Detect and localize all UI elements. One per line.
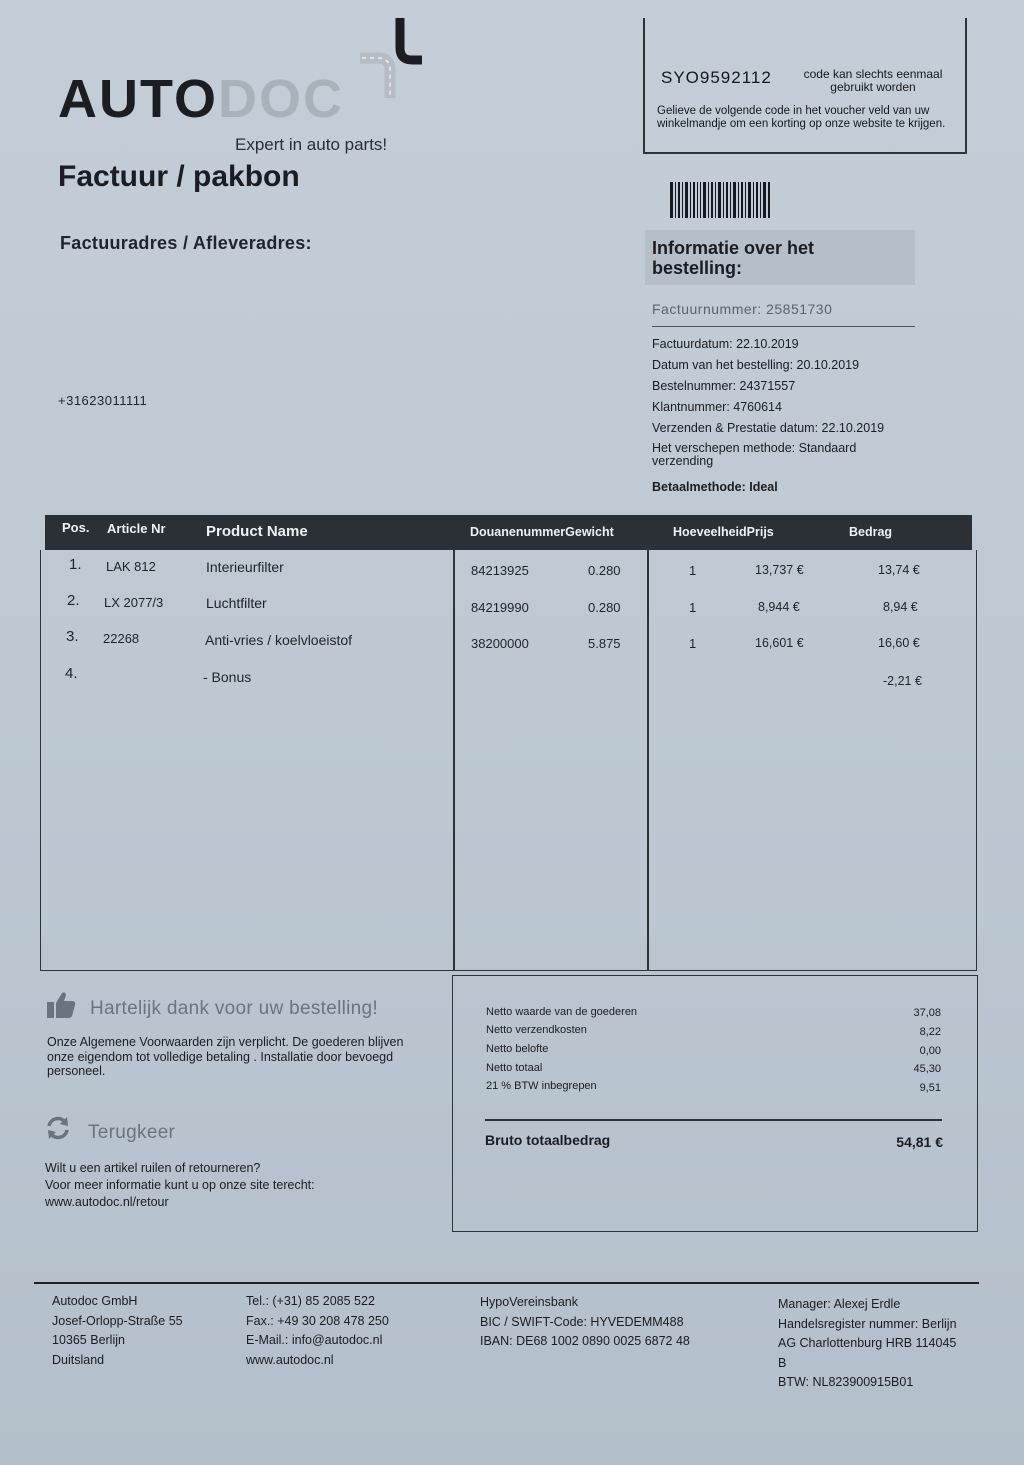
row-customs: 84213925: [471, 563, 529, 578]
divider: [485, 1119, 942, 1121]
total-label: Netto waarde van de goederen: [486, 1006, 638, 1018]
invoice-number: Factuurnummer: 25851730: [652, 301, 833, 317]
footer-line: AG Charlottenburg HRB 114045: [778, 1336, 957, 1350]
footer-line: Handelsregister nummer: Berlijn: [778, 1316, 957, 1331]
table-header: [45, 515, 972, 550]
row-product: Anti-vries / koelvloeistof: [205, 632, 353, 648]
total-label: Netto verzendkosten: [486, 1024, 587, 1036]
row-product: Luchtfilter: [206, 595, 267, 611]
footer-company: [52, 1292, 183, 1370]
header-article: Article Nr: [107, 521, 166, 536]
total-value: 0,00: [919, 1045, 941, 1057]
autodoc-logo: [58, 68, 344, 130]
address-heading: Factuuradres / Afleveradres:: [60, 233, 312, 253]
row-amount: 8,94 €: [883, 600, 918, 614]
items-table: [40, 550, 977, 971]
payment-method: Betaalmethode: Ideal: [652, 480, 778, 494]
voucher-description: Gelieve de volgende code in het voucher veld van uw winkelmandje om een korting op onze website te krijgen.: [657, 105, 946, 130]
gross-total-label: Bruto totaalbedrag: [485, 1132, 611, 1148]
row-article: 22268: [103, 631, 140, 646]
totals-box: [452, 975, 978, 1232]
footer-line: Josef-Orlopp-Straße 55: [52, 1313, 183, 1328]
thumbs-up-icon: [45, 990, 77, 1020]
total-value: 45,30: [913, 1063, 941, 1075]
shipping-date: Verzenden & Prestatie datum: 22.10.2019: [652, 421, 885, 435]
footer-line: BIC / SWIFT-Code: HYVEDEMM488: [480, 1314, 684, 1329]
returns-line: Wilt u een artikel ruilen of retourneren?: [45, 1161, 261, 1175]
returns-text: [45, 1160, 385, 1211]
footer-website[interactable]: www.autodoc.nl: [246, 1352, 334, 1367]
shipping-method: Het verschepen methode: Standaard verzending: [652, 441, 857, 468]
row-customs: 84219990: [471, 600, 529, 615]
header-product: Product Name: [206, 523, 308, 540]
footer-line: B: [778, 1355, 787, 1370]
thanks-title: Hartelijk dank voor uw bestelling!: [90, 998, 378, 1019]
customer-number: Klantnummer: 4760614: [652, 400, 782, 414]
footer-line: Fax.: +49 30 208 478 250: [246, 1313, 389, 1328]
row-price: 8,944 €: [758, 600, 800, 614]
total-label: Netto belofte: [486, 1043, 549, 1055]
order-info-list: [652, 337, 922, 501]
row-qty: 1: [689, 563, 697, 578]
footer-bank: [480, 1293, 690, 1352]
customer-phone: +31623011111: [58, 393, 148, 408]
footer-line: Autodoc GmbH: [52, 1294, 138, 1308]
row-pos: 2.: [67, 592, 80, 609]
order-date: Datum van het bestelling: 20.10.2019: [652, 358, 860, 372]
divider: [652, 326, 915, 327]
invoice-date: Factuurdatum: 22.10.2019: [652, 337, 799, 351]
row-qty: 1: [689, 600, 697, 615]
footer-line: IBAN: DE68 1002 0890 0025 6872 48: [480, 1334, 690, 1348]
footer-line: BTW: NL823900915B01: [778, 1375, 914, 1389]
header-pos: Pos.: [62, 520, 90, 535]
row-product: Interieurfilter: [206, 559, 284, 575]
row-amount: -2,21 €: [883, 674, 922, 688]
total-label: 21 % BTW inbegrepen: [486, 1080, 597, 1092]
refresh-icon: [45, 1115, 71, 1141]
order-number: Bestelnummer: 24371557: [652, 379, 796, 393]
returns-link[interactable]: www.autodoc.nl/retour: [45, 1195, 169, 1209]
gross-total-value: 54,81 €: [896, 1134, 943, 1150]
logo-text-light: DOC: [218, 69, 345, 129]
order-info-heading: Informatie over het bestelling:: [652, 238, 815, 278]
returns-line: Voor meer informatie kunt u op onze site terecht:: [45, 1178, 315, 1192]
footer-line: Duitsland: [52, 1352, 105, 1367]
row-pos: 4.: [65, 665, 78, 682]
page-title: Factuur / pakbon: [58, 160, 300, 193]
voucher-once-note: code kan slechts eenmaal gebruikt worden: [803, 67, 943, 94]
footer-line: Manager: Alexej Erdle: [778, 1297, 901, 1311]
row-amount: 16,60 €: [878, 636, 920, 650]
column-divider: [453, 550, 455, 970]
header-customs-weight: DouanenummerGewicht: [470, 525, 614, 539]
footer-contact: [246, 1292, 389, 1370]
row-weight: 0.280: [588, 563, 621, 578]
footer-email[interactable]: E-Mail.: info@autodoc.nl: [246, 1333, 383, 1347]
footer-legal: [778, 1295, 957, 1393]
row-price: 13,737 €: [755, 563, 804, 577]
header-amount: Bedrag: [849, 525, 893, 539]
row-weight: 0.280: [588, 600, 621, 615]
row-customs: 38200000: [471, 636, 529, 651]
returns-title: Terugkeer: [88, 1122, 176, 1143]
voucher-box: [643, 18, 967, 154]
total-value: 37,08: [913, 1007, 941, 1019]
row-price: 16,601 €: [755, 636, 804, 650]
row-product: - Bonus: [203, 669, 252, 685]
footer-line: HypoVereinsbank: [480, 1295, 578, 1309]
road-corner-logo-icon: [360, 18, 430, 98]
total-label: Netto totaal: [486, 1062, 543, 1074]
row-pos: 3.: [66, 628, 79, 645]
header-qty-price: HoeveelheidPrijs: [673, 525, 774, 539]
column-divider: [647, 550, 649, 970]
logo-text-dark: AUTO: [58, 69, 219, 129]
row-pos: 1.: [69, 556, 82, 573]
row-article: LX 2077/3: [104, 595, 164, 610]
total-value: 9,51: [919, 1082, 941, 1094]
footer-divider: [34, 1282, 979, 1284]
row-qty: 1: [689, 636, 697, 651]
tagline: Expert in auto parts!: [235, 135, 388, 154]
thanks-text: Onze Algemene Voorwaarden zijn verplicht. De goederen blijven onze eigendom tot volledige betaling . Installatie door bevoegd personeel.: [47, 1035, 404, 1078]
row-amount: 13,74 €: [878, 563, 920, 577]
footer-line: Tel.: (+31) 85 2085 522: [246, 1294, 375, 1308]
row-weight: 5.875: [588, 636, 621, 651]
total-value: 8,22: [919, 1026, 941, 1038]
voucher-code: SYO9592112: [661, 68, 772, 87]
footer-line: 10365 Berlijn: [52, 1333, 125, 1347]
barcode-icon: [670, 182, 770, 218]
row-article: LAK 812: [106, 559, 156, 574]
